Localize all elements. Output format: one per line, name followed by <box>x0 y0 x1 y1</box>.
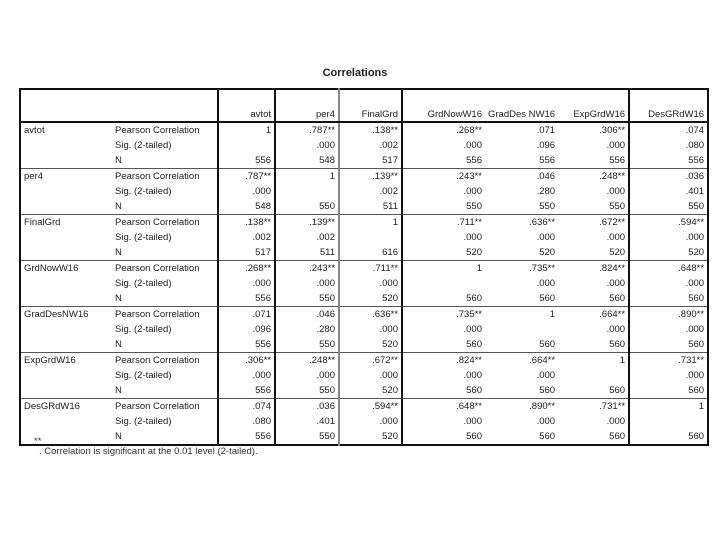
value-cell: .000 <box>402 322 485 337</box>
value-cell: .890** <box>629 307 708 323</box>
value-cell: 548 <box>275 153 339 169</box>
value-cell: .648** <box>402 399 485 415</box>
corner-cell <box>112 89 218 122</box>
stat-label: N <box>115 431 122 442</box>
column-header: GrdNowW16 <box>402 89 485 122</box>
stat-label: Sig. (2-tailed) <box>115 278 172 289</box>
value-cell: .248** <box>558 169 629 185</box>
value-cell: .731** <box>558 399 629 415</box>
value-cell: 556 <box>609 155 626 166</box>
value-cell: .074 <box>218 399 275 415</box>
table-row <box>20 399 708 415</box>
row-variable-label <box>20 291 112 307</box>
header-row <box>20 89 708 122</box>
column-header: per4 <box>275 89 339 122</box>
value-cell: 560 <box>402 429 485 445</box>
value-cell: .000 <box>402 230 485 245</box>
value-cell <box>339 230 402 245</box>
value-cell: 560 <box>539 293 556 304</box>
value-cell: .002 <box>275 230 339 245</box>
value-cell: .731** <box>629 353 708 369</box>
value-cell: 560 <box>629 291 708 307</box>
table-row <box>20 153 708 169</box>
value-cell: .000 <box>606 232 626 243</box>
row-variable-label <box>20 245 112 261</box>
value-cell: 1 <box>558 353 629 369</box>
value-cell: .401 <box>275 414 339 429</box>
value-cell: 556 <box>218 337 275 353</box>
value-cell: 560 <box>609 385 626 396</box>
value-cell <box>558 368 629 383</box>
table-row <box>20 261 708 277</box>
value-cell: .672** <box>339 353 402 369</box>
value-cell: 550 <box>629 199 708 215</box>
table-row <box>20 276 708 291</box>
column-header: DesGRdW16 <box>629 89 708 122</box>
value-cell: .000 <box>536 278 556 289</box>
value-cell: .000 <box>339 414 402 429</box>
value-cell: 550 <box>275 337 339 353</box>
value-cell: 520 <box>339 383 402 399</box>
value-cell: .000 <box>275 138 339 153</box>
table-row <box>20 245 708 261</box>
table-row <box>20 322 708 337</box>
stat-label: Pearson Correlation <box>112 353 218 369</box>
value-cell: .000 <box>629 322 708 337</box>
value-cell: 550 <box>275 291 339 307</box>
value-cell: 1 <box>485 307 558 323</box>
value-cell: 1 <box>629 399 708 415</box>
value-cell <box>485 322 558 337</box>
value-cell: .000 <box>536 232 556 243</box>
value-cell: .268** <box>218 261 275 277</box>
value-cell: 560 <box>402 337 485 353</box>
value-cell: .000 <box>606 278 626 289</box>
stat-label: N <box>115 293 122 304</box>
value-cell: .096 <box>536 140 556 151</box>
row-variable-label: GradDesNW16 <box>20 307 112 323</box>
value-cell: .787** <box>275 122 339 138</box>
table-row <box>20 337 708 353</box>
value-cell: .000 <box>629 368 708 383</box>
row-variable-label: GrdNowW16 <box>20 261 112 277</box>
stat-label: Sig. (2-tailed) <box>115 232 172 243</box>
column-header: avtot <box>218 89 275 122</box>
stat-label: Sig. (2-tailed) <box>115 186 172 197</box>
stat-label: Sig. (2-tailed) <box>115 370 172 381</box>
value-cell: .735** <box>485 261 558 277</box>
value-cell: .000 <box>339 276 402 291</box>
table-row <box>20 184 708 199</box>
value-cell: 550 <box>275 429 339 445</box>
value-cell: 560 <box>609 293 626 304</box>
value-cell: 560 <box>629 383 708 399</box>
stat-label: Sig. (2-tailed) <box>115 140 172 151</box>
value-cell: .000 <box>536 416 556 427</box>
value-cell: .000 <box>402 138 485 153</box>
value-cell: .002 <box>339 138 402 153</box>
value-cell: 560 <box>539 431 556 442</box>
table-row <box>20 414 708 429</box>
row-variable-label <box>20 184 112 199</box>
stat-label: N <box>115 339 122 350</box>
value-cell: .594** <box>629 215 708 231</box>
stat-label: N <box>115 385 122 396</box>
value-cell: .636** <box>339 307 402 323</box>
table-row <box>20 138 708 153</box>
correlations-table <box>19 88 709 446</box>
value-cell: .648** <box>629 261 708 277</box>
value-cell: 560 <box>402 383 485 399</box>
value-cell: .401 <box>629 184 708 199</box>
value-cell <box>402 276 485 291</box>
value-cell: .594** <box>339 399 402 415</box>
value-cell: 550 <box>539 201 556 212</box>
value-cell: .000 <box>536 370 556 381</box>
value-cell: .824** <box>558 261 629 277</box>
column-header: ExpGrdW16 <box>558 89 629 122</box>
row-variable-label <box>20 153 112 169</box>
value-cell: 550 <box>402 199 485 215</box>
row-variable-label <box>20 276 112 291</box>
value-cell: .080 <box>629 138 708 153</box>
value-cell: .243** <box>275 261 339 277</box>
value-cell: 560 <box>629 337 708 353</box>
value-cell: 556 <box>218 383 275 399</box>
value-cell: 520 <box>339 291 402 307</box>
row-variable-label: avtot <box>20 122 112 138</box>
table-row <box>20 383 708 399</box>
value-cell: 560 <box>402 291 485 307</box>
footnote-text: . Correlation is significant at the 0.01 level (2-tailed). <box>39 446 258 457</box>
value-cell: .046 <box>485 169 558 185</box>
value-cell: .280 <box>536 186 556 197</box>
value-cell: .268** <box>402 122 485 138</box>
stat-label: N <box>115 201 122 212</box>
corner-cell <box>20 89 112 122</box>
row-variable-label: FinalGrd <box>20 215 112 231</box>
stat-label: Pearson Correlation <box>112 399 218 415</box>
table-row <box>20 353 708 369</box>
value-cell: 517 <box>218 245 275 261</box>
row-variable-label: per4 <box>20 169 112 185</box>
value-cell: 1 <box>402 261 485 277</box>
stat-label: Sig. (2-tailed) <box>115 324 172 335</box>
value-cell: .306** <box>558 122 629 138</box>
value-cell: .280 <box>275 322 339 337</box>
row-variable-label <box>20 322 112 337</box>
value-cell: 556 <box>218 429 275 445</box>
column-header: GradDes NW16 <box>485 89 558 122</box>
value-cell: 556 <box>629 153 708 169</box>
stat-label: Pearson Correlation <box>112 169 218 185</box>
row-variable-label <box>20 138 112 153</box>
value-cell: .138** <box>339 122 402 138</box>
value-cell: 520 <box>629 245 708 261</box>
value-cell: 1 <box>275 169 339 185</box>
value-cell: .636** <box>485 215 558 231</box>
stat-label: Pearson Correlation <box>112 122 218 138</box>
value-cell: 520 <box>609 247 626 258</box>
value-cell: 548 <box>218 199 275 215</box>
value-cell: .000 <box>606 186 626 197</box>
value-cell: .000 <box>606 140 626 151</box>
value-cell: .000 <box>606 324 626 335</box>
value-cell: .787** <box>218 169 275 185</box>
table-row <box>20 199 708 215</box>
value-cell: 556 <box>218 291 275 307</box>
value-cell: 520 <box>539 247 556 258</box>
value-cell: .000 <box>275 276 339 291</box>
value-cell: 560 <box>629 429 708 445</box>
value-cell: 511 <box>339 199 402 215</box>
value-cell: .824** <box>402 353 485 369</box>
value-cell: 560 <box>609 431 626 442</box>
value-cell: .711** <box>339 261 402 277</box>
value-cell: .243** <box>402 169 485 185</box>
value-cell <box>275 184 339 199</box>
row-variable-label <box>20 199 112 215</box>
table-row <box>20 169 708 185</box>
value-cell: 556 <box>402 153 485 169</box>
footnote <box>34 437 258 457</box>
table-row <box>20 122 708 138</box>
value-cell: .248** <box>275 353 339 369</box>
value-cell: .000 <box>629 276 708 291</box>
stat-label: N <box>115 155 122 166</box>
value-cell: 556 <box>539 155 556 166</box>
value-cell: 520 <box>339 337 402 353</box>
value-cell: 520 <box>402 245 485 261</box>
value-cell: .664** <box>485 353 558 369</box>
table-row <box>20 307 708 323</box>
row-variable-label <box>20 368 112 383</box>
value-cell: .735** <box>402 307 485 323</box>
value-cell: .000 <box>339 368 402 383</box>
row-variable-label <box>20 230 112 245</box>
value-cell: 550 <box>609 201 626 212</box>
table-row <box>20 291 708 307</box>
value-cell: .080 <box>218 414 275 429</box>
row-variable-label <box>20 337 112 353</box>
value-cell: .306** <box>218 353 275 369</box>
value-cell: 560 <box>609 339 626 350</box>
table-row <box>20 215 708 231</box>
value-cell: .139** <box>339 169 402 185</box>
stat-label: Pearson Correlation <box>112 261 218 277</box>
value-cell: .139** <box>275 215 339 231</box>
value-cell: 556 <box>218 153 275 169</box>
value-cell: .000 <box>339 322 402 337</box>
value-cell: .890** <box>485 399 558 415</box>
row-variable-label <box>20 414 112 429</box>
value-cell: 560 <box>539 385 556 396</box>
value-cell: .036 <box>629 169 708 185</box>
value-cell: 1 <box>339 215 402 231</box>
value-cell: .000 <box>606 416 626 427</box>
value-cell: .000 <box>275 368 339 383</box>
value-cell: 517 <box>339 153 402 169</box>
value-cell: .000 <box>402 414 485 429</box>
footnote-marker: ** <box>34 436 42 447</box>
value-cell <box>218 138 275 153</box>
table-row <box>20 368 708 383</box>
stat-label: Sig. (2-tailed) <box>115 416 172 427</box>
row-variable-label: DesGRdW16 <box>20 399 112 415</box>
value-cell: .096 <box>218 322 275 337</box>
value-cell: .046 <box>275 307 339 323</box>
row-variable-label: ExpGrdW16 <box>20 353 112 369</box>
value-cell: 550 <box>275 199 339 215</box>
value-cell: .000 <box>402 184 485 199</box>
value-cell: .000 <box>218 184 275 199</box>
stat-label: Pearson Correlation <box>112 307 218 323</box>
value-cell: 616 <box>339 245 402 261</box>
value-cell: 520 <box>339 429 402 445</box>
row-variable-label <box>20 383 112 399</box>
value-cell: 1 <box>218 122 275 138</box>
value-cell: 550 <box>275 383 339 399</box>
value-cell: .664** <box>558 307 629 323</box>
value-cell: .138** <box>218 215 275 231</box>
value-cell: .000 <box>402 368 485 383</box>
stat-label: N <box>115 247 122 258</box>
value-cell: 511 <box>275 245 339 261</box>
value-cell: .036 <box>275 399 339 415</box>
value-cell: .000 <box>629 230 708 245</box>
value-cell: .000 <box>218 368 275 383</box>
table-row <box>20 230 708 245</box>
value-cell: 560 <box>539 339 556 350</box>
value-cell: .002 <box>218 230 275 245</box>
value-cell: .000 <box>218 276 275 291</box>
value-cell: .074 <box>629 122 708 138</box>
value-cell: .002 <box>339 184 402 199</box>
stat-label: Pearson Correlation <box>112 215 218 231</box>
value-cell: .711** <box>402 215 485 231</box>
column-header: FinalGrd <box>339 89 402 122</box>
value-cell: .071 <box>485 122 558 138</box>
value-cell: .672** <box>558 215 629 231</box>
table-title: Correlations <box>322 67 388 79</box>
value-cell <box>629 414 708 429</box>
value-cell: .071 <box>218 307 275 323</box>
